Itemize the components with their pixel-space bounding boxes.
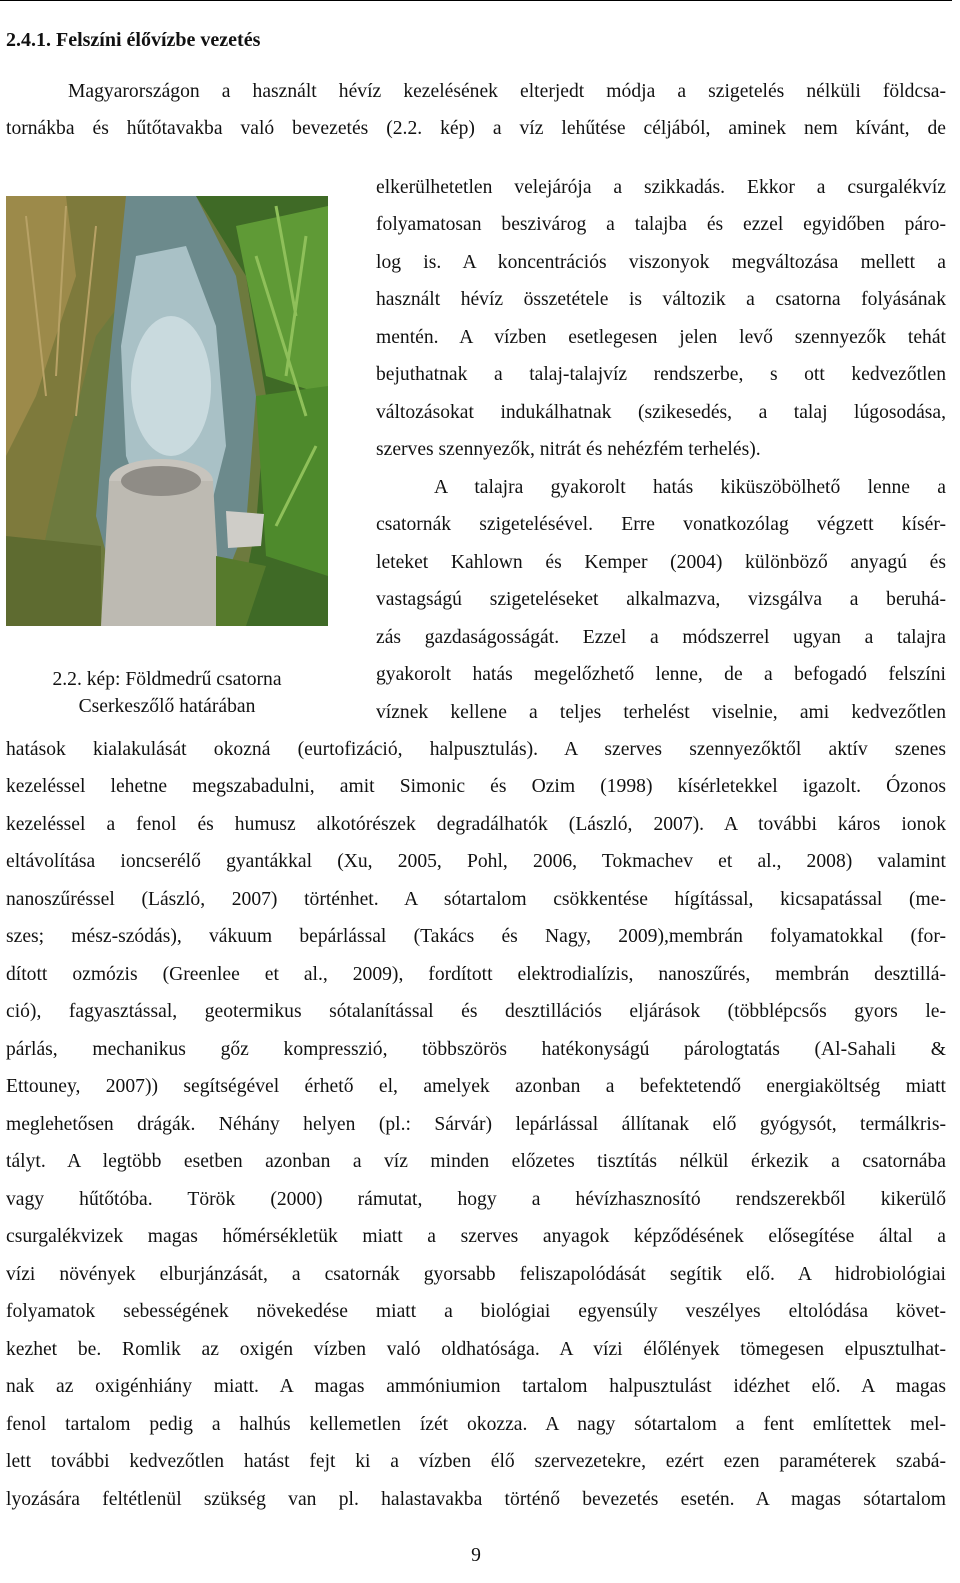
text-line: nanoszűréssel (László, 2007) történhet. A sótartalom csökkentése hígítással, kicsapatással (me- [6, 889, 946, 910]
text-line: kezeléssel a fenol és humusz alkotórészek degradálhatók (László, 2007). A további káros ionok [6, 814, 946, 835]
text-line: lyozására feltétlenül szükség van pl. halastavakba történő bevezetés esetén. A magas sótartalom [6, 1489, 946, 1510]
text-line: fenol tartalom pedig a halhús kellemetlen ízét okozza. A nagy sótartalom a fent említettek mel- [6, 1414, 946, 1435]
text-line: csatornák szigetelésével. Erre vonatkozólag végzett kísér- [376, 514, 946, 535]
text-line: vízi növények elburjánzását, a csatornák gyorsabb feliszapolódását segítik elő. A hidrobiológiai [6, 1264, 946, 1285]
text-line: A talajra gyakorolt hatás kiküszöbölhető lenne a [434, 477, 946, 498]
text-line: elkerülhetetlen velejárója a szikkadás. Ekkor a csurgalékvíz [376, 177, 946, 198]
text-line: zás gazdaságosságát. Ezzel a módszerrel ugyan a talajra [376, 627, 946, 648]
text-line: folyamatok sebességének növekedése miatt a biológiai egyensúly veszélyes eltolódása követ- [6, 1301, 946, 1322]
text-line: meglehetősen drágák. Néhány helyen (pl.: Sárvár) lepárlással állítanak elő gyógysót, termálkris- [6, 1114, 946, 1135]
text-line: víznek kellene a teljes terhelést viselnie, ami kedvezőtlen [376, 702, 946, 723]
text-line: nak az oxigénhiány miatt. A magas ammóniumion tartalom halpusztulást idézhet elő. A magas [6, 1376, 946, 1397]
text-line: párlás, mechanikus gőz kompresszió, többszörös hatékonyságú párologtatás (Al-Sahali & [6, 1039, 946, 1060]
text-line: kezhet be. Romlik az oxigén vízben való oldhatósága. A vízi élőlények tömegesen elpusztulhat- [6, 1339, 946, 1360]
text-line: szerves szennyezők, nitrát és nehézfém terhelés). [376, 439, 761, 460]
text-line: log is. A koncentrációs viszonyok megváltozása mellett a [376, 252, 946, 273]
text-line: mentén. A vízben esetlegesen jelen levő szennyezők tehát [376, 327, 946, 348]
text-line: bejuthatnak a talaj-talajvíz rendszerbe, s ott kedvezőtlen [376, 364, 946, 385]
page-number: 9 [471, 1545, 481, 1566]
text-line: hatások kialakulását okozná (eurtofizáció, halpusztulás). A szerves szennyezőktől aktív szenes [6, 739, 946, 760]
text-line: eltávolítása ioncserélő gyantákkal (Xu, 2005, Pohl, 2006, Tokmachev et al., 2008) valamint [6, 851, 946, 872]
text-line: vagy hűtőtóba. Török (2000) rámutat, hogy a hévízhasznosító rendszerekből kikerülő [6, 1189, 946, 1210]
canal-photo [6, 196, 328, 626]
text-line: vastagságú szigeteléseket alkalmazva, vizsgálva a beruhá- [376, 589, 946, 610]
figure-caption: Cserkeszőlő határában [78, 696, 256, 717]
top-rule [0, 0, 952, 1]
text-line: tornákba és hűtőtavakba való bevezetés (2.2. kép) a víz lehűtése céljából, aminek nem kívánt, de [6, 118, 946, 139]
text-line: ció), fagyasztással, geotermikus sótalanítással és desztillációs eljárások (többlépcsős gyors le- [6, 1001, 946, 1022]
text-line: csurgalékvizek magas hőmérsékletük miatt a szerves anyagok képződésének elősegítése által a [6, 1226, 946, 1247]
text-line: szes; mész-szódás), vákuum bepárlással (Takács és Nagy, 2009),membrán folyamatokkal (for- [6, 926, 946, 947]
text-line: Ettouney, 2007)) segítségével érhető el, amelyek azonban a befektetendő energiaköltség miatt [6, 1076, 946, 1097]
text-line: tályt. A legtöbb esetben azonban a víz minden előzetes tisztítás nélkül érkezik a csatornába [6, 1151, 946, 1172]
text-line: használt hévíz összetétele is változik a csatorna folyásának [376, 289, 946, 310]
text-line: folyamatosan beszivárog a talajba és ezzel egyidőben páro- [376, 214, 946, 235]
text-line: leteket Kahlown és Kemper (2004) különböző anyagú és [376, 552, 946, 573]
figure-caption: 2.2. kép: Földmedrű csatorna [52, 669, 282, 690]
text-line: gyakorolt hatás megelőzhető lenne, de a befogadó felszíni [376, 664, 946, 685]
text-line: kezeléssel lehetne megszabadulni, amit Simonic és Ozim (1998) kísérletekkel igazolt. Ózonos [6, 776, 946, 797]
text-line: lett további kedvezőtlen hatást fejt ki a vízben élő szervezetekre, ezért ezen paraméterek szabá- [6, 1451, 946, 1472]
section-heading: 2.4.1. Felszíni élővízbe vezetés [6, 29, 261, 51]
text-line: dított ozmózis (Greenlee et al., 2009), fordított elektrodialízis, nanoszűrés, membrán desztillá- [6, 964, 946, 985]
text-line: Magyarországon a használt hévíz kezelésének elterjedt módja a szigetelés nélküli földcsa- [68, 81, 946, 102]
text-line: változásokat indukálhatnak (szikesedés, a talaj lúgosodása, [376, 402, 946, 423]
